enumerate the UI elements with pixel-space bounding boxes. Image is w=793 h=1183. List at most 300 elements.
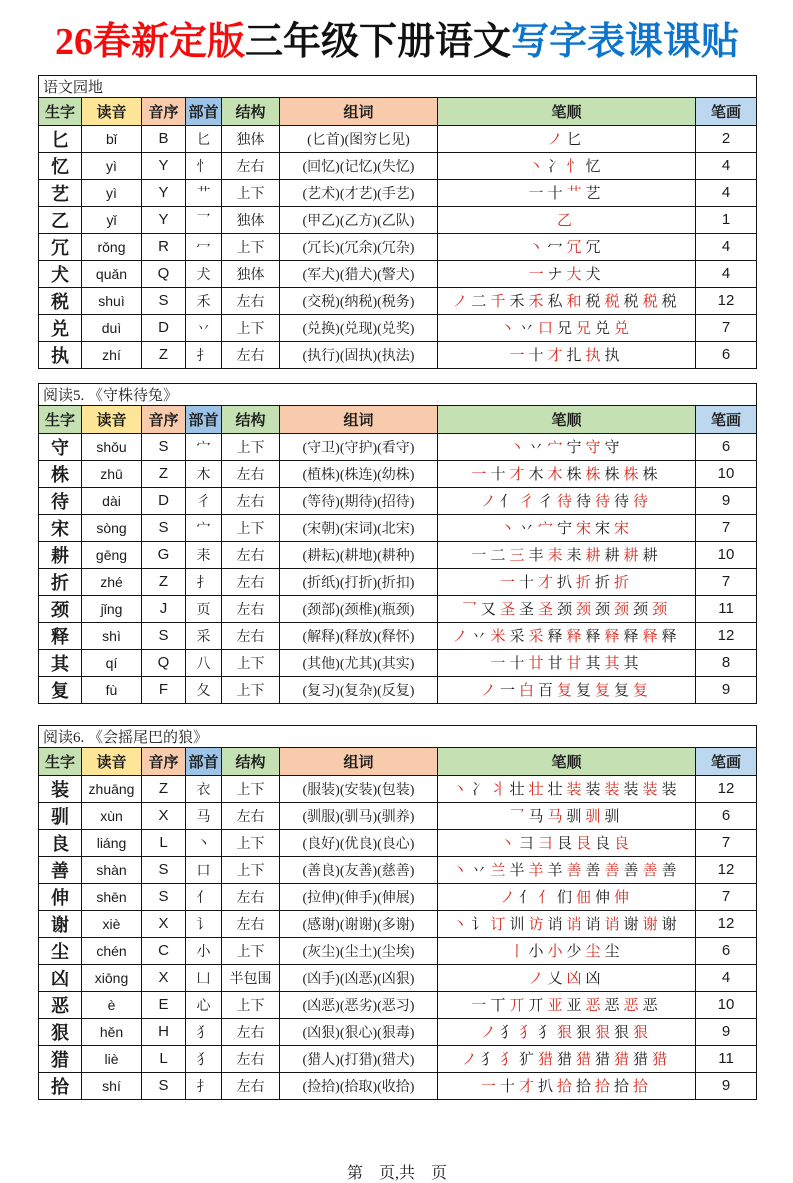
stroke-count-cell: 4: [696, 260, 757, 287]
stroke-step: 采: [528, 629, 544, 646]
stroke-step: 拾: [576, 1079, 592, 1096]
word-compounds-cell: (凶手)(凶恶)(凶狠): [280, 964, 438, 991]
pinyin-cell: shēn: [82, 883, 142, 910]
structure-cell: 独体: [222, 206, 280, 233]
radical-cell: 扌: [186, 1072, 222, 1099]
structure-cell: 上下: [222, 937, 280, 964]
new-character-cell: 装: [39, 775, 82, 802]
stroke-step: 艹: [566, 186, 582, 203]
stroke-step: 释: [604, 629, 620, 646]
stroke-step: 犬: [585, 267, 601, 284]
stroke-count-cell: 10: [696, 991, 757, 1018]
stroke-step: 扒: [556, 575, 572, 592]
stroke-count-cell: 12: [696, 287, 757, 314]
stroke-step: 拾: [556, 1079, 572, 1096]
stroke-step: 株: [566, 467, 582, 484]
stroke-step: 狠: [556, 1025, 572, 1042]
radical-cell: 衣: [186, 775, 222, 802]
stroke-count-cell: 9: [696, 1018, 757, 1045]
alphabetical-initial-cell: S: [142, 433, 186, 460]
stroke-step: 其: [585, 656, 601, 673]
stroke-step: 丷: [471, 863, 487, 880]
stroke-step: 一: [471, 998, 487, 1015]
alphabetical-initial-cell: D: [142, 487, 186, 514]
radical-cell: 页: [186, 595, 222, 622]
word-compounds-cell: (宋朝)(宋词)(北宋): [280, 514, 438, 541]
stroke-order-cell: [438, 233, 696, 260]
stroke-step: 兄: [576, 321, 592, 338]
stroke-step: 税: [642, 294, 658, 311]
column-header-7: 笔画: [696, 405, 757, 433]
alphabetical-initial-cell: Z: [142, 568, 186, 595]
column-header-1: 读音: [82, 97, 142, 125]
word-compounds-cell: (交税)(纳税)(税务): [280, 287, 438, 314]
stroke-step: 颈: [652, 602, 668, 619]
stroke-step: 善: [642, 863, 658, 880]
column-header-4: 结构: [222, 405, 280, 433]
word-compounds-cell: (折纸)(打折)(折扣): [280, 568, 438, 595]
new-character-cell: 税: [39, 287, 82, 314]
structure-cell: 左右: [222, 1045, 280, 1072]
alphabetical-initial-cell: R: [142, 233, 186, 260]
stroke-step: 猎: [652, 1052, 668, 1069]
stroke-step: 犭: [518, 1025, 534, 1042]
word-compounds-cell: (植株)(株连)(幼株): [280, 460, 438, 487]
stroke-step: 访: [528, 917, 544, 934]
pinyin-cell: hěn: [82, 1018, 142, 1045]
stroke-step: 丷: [518, 321, 534, 338]
stroke-step: 宀: [547, 440, 563, 457]
stroke-order-cell: [438, 179, 696, 206]
radical-cell: 讠: [186, 910, 222, 937]
stroke-step: 壮: [547, 782, 563, 799]
stroke-step: 冫: [471, 782, 487, 799]
radical-cell: 采: [186, 622, 222, 649]
stroke-step: 丶: [452, 917, 468, 934]
stroke-step: 耕: [642, 548, 658, 565]
stroke-step: 丨: [509, 944, 525, 961]
pinyin-cell: xiōng: [82, 964, 142, 991]
structure-cell: 上下: [222, 314, 280, 341]
column-header-1: 读音: [82, 405, 142, 433]
stroke-order-cell: [438, 595, 696, 622]
stroke-step: 壮: [528, 782, 544, 799]
stroke-step: 丶: [452, 782, 468, 799]
stroke-step: 亻: [518, 890, 534, 907]
structure-cell: 半包围: [222, 964, 280, 991]
section-title: 阅读5. 《守株待兔》: [39, 383, 757, 405]
pinyin-cell: shì: [82, 622, 142, 649]
word-compounds-cell: (拉伸)(伸手)(伸展): [280, 883, 438, 910]
stroke-step: 善: [661, 863, 677, 880]
stroke-step: ノ: [528, 971, 544, 988]
stroke-step: 一: [528, 186, 544, 203]
stroke-step: 马: [547, 809, 563, 826]
new-character-cell: 谢: [39, 910, 82, 937]
alphabetical-initial-cell: S: [142, 287, 186, 314]
pinyin-cell: è: [82, 991, 142, 1018]
column-header-3: 部首: [186, 405, 222, 433]
stroke-step: 十: [490, 467, 506, 484]
stroke-step: 丷: [471, 629, 487, 646]
stroke-step: 猎: [633, 1052, 649, 1069]
stroke-order-cell: [438, 964, 696, 991]
stroke-step: 丌: [528, 998, 544, 1015]
table-row: [39, 568, 757, 595]
stroke-step: 猎: [556, 1052, 572, 1069]
radical-cell: 丶: [186, 829, 222, 856]
word-compounds-cell: (兑换)(兑现)(兑奖): [280, 314, 438, 341]
table-row: [39, 433, 757, 460]
table-row: [39, 233, 757, 260]
stroke-step: 冫: [547, 159, 563, 176]
stroke-step: 丷: [528, 440, 544, 457]
word-compounds-cell: (解释)(释放)(释怀): [280, 622, 438, 649]
stroke-count-cell: 12: [696, 856, 757, 883]
stroke-count-cell: 10: [696, 541, 757, 568]
new-character-cell: 尘: [39, 937, 82, 964]
stroke-step: 装: [566, 782, 582, 799]
column-header-5: 组词: [280, 747, 438, 775]
title-part-2: 写字表课课贴: [511, 21, 740, 63]
new-character-cell: 艺: [39, 179, 82, 206]
stroke-step: 米: [490, 629, 506, 646]
table-row: [39, 206, 757, 233]
stroke-step: 复: [633, 683, 649, 700]
stroke-step: 税: [661, 294, 677, 311]
stroke-step: 执: [585, 348, 601, 365]
table-row: [39, 991, 757, 1018]
radical-cell: 八: [186, 649, 222, 676]
new-character-cell: 冗: [39, 233, 82, 260]
stroke-step: 丰: [528, 548, 544, 565]
table-row: [39, 1018, 757, 1045]
new-character-cell: 狠: [39, 1018, 82, 1045]
alphabetical-initial-cell: S: [142, 622, 186, 649]
stroke-step: 私: [547, 294, 563, 311]
stroke-step: 伸: [614, 890, 630, 907]
stroke-step: 十: [509, 656, 525, 673]
stroke-step: 装: [642, 782, 658, 799]
stroke-step: 颈: [614, 602, 630, 619]
stroke-step: 狠: [633, 1025, 649, 1042]
stroke-step: 凶: [585, 971, 601, 988]
stroke-step: 彐: [537, 836, 553, 853]
word-compounds-cell: (甲乙)(乙方)(乙队): [280, 206, 438, 233]
stroke-step: 释: [547, 629, 563, 646]
table-row: [39, 260, 757, 287]
stroke-order-cell: [438, 260, 696, 287]
pinyin-cell: duì: [82, 314, 142, 341]
stroke-step: ナ: [547, 267, 563, 284]
table-row: [39, 649, 757, 676]
radical-cell: 扌: [186, 341, 222, 368]
pinyin-cell: quǎn: [82, 260, 142, 287]
stroke-step: 半: [509, 863, 525, 880]
stroke-step: 善: [566, 863, 582, 880]
word-compounds-cell: (感谢)(谢谢)(多谢): [280, 910, 438, 937]
word-compounds-cell: (回忆)(记忆)(失忆): [280, 152, 438, 179]
stroke-step: 装: [623, 782, 639, 799]
stroke-step: 兑: [614, 321, 630, 338]
stroke-step: 圣: [537, 602, 553, 619]
stroke-step: 丌: [509, 998, 525, 1015]
table-row: [39, 676, 757, 703]
stroke-count-cell: 11: [696, 595, 757, 622]
stroke-step: 待: [576, 494, 592, 511]
table-row: [39, 910, 757, 937]
stroke-count-cell: 6: [696, 341, 757, 368]
stroke-count-cell: 9: [696, 676, 757, 703]
stroke-step: 恶: [604, 998, 620, 1015]
stroke-step: 耒: [547, 548, 563, 565]
pinyin-cell: liè: [82, 1045, 142, 1072]
stroke-step: 丬: [490, 782, 506, 799]
stroke-step: 一: [490, 656, 506, 673]
new-character-cell: 拾: [39, 1072, 82, 1099]
pinyin-cell: shí: [82, 1072, 142, 1099]
stroke-step: 千: [490, 294, 506, 311]
stroke-count-cell: 9: [696, 487, 757, 514]
column-header-2: 音序: [142, 97, 186, 125]
stroke-order-cell: [438, 802, 696, 829]
radical-cell: 禾: [186, 287, 222, 314]
stroke-step: 税: [623, 294, 639, 311]
column-header-6: 笔顺: [438, 97, 696, 125]
column-header-0: 生字: [39, 405, 82, 433]
radical-cell: 心: [186, 991, 222, 1018]
stroke-step: ノ: [499, 890, 515, 907]
column-header-4: 结构: [222, 97, 280, 125]
stroke-step: 善: [585, 863, 601, 880]
new-character-cell: 待: [39, 487, 82, 514]
stroke-step: 白: [518, 683, 534, 700]
word-compounds-cell: (驯服)(驯马)(驯养): [280, 802, 438, 829]
new-character-cell: 株: [39, 460, 82, 487]
stroke-step: 禾: [528, 294, 544, 311]
stroke-step: 善: [604, 863, 620, 880]
new-character-cell: 良: [39, 829, 82, 856]
stroke-step: 十: [499, 1079, 515, 1096]
stroke-step: 丶: [452, 863, 468, 880]
stroke-count-cell: 4: [696, 179, 757, 206]
table-row: [39, 622, 757, 649]
table-row: [39, 856, 757, 883]
stroke-step: 丶: [499, 521, 515, 538]
radical-cell: 乛: [186, 206, 222, 233]
alphabetical-initial-cell: S: [142, 514, 186, 541]
stroke-step: 颈: [633, 602, 649, 619]
stroke-step: 猎: [595, 1052, 611, 1069]
structure-cell: 左右: [222, 568, 280, 595]
alphabetical-initial-cell: X: [142, 964, 186, 991]
column-header-1: 读音: [82, 747, 142, 775]
stroke-step: 采: [509, 629, 525, 646]
word-compounds-cell: (耕耘)(耕地)(耕种): [280, 541, 438, 568]
stroke-step: 一: [528, 267, 544, 284]
stroke-step: 释: [623, 629, 639, 646]
stroke-step: 恶: [642, 998, 658, 1015]
pinyin-cell: gēng: [82, 541, 142, 568]
stroke-step: 宀: [537, 521, 553, 538]
stroke-step: 讠: [471, 917, 487, 934]
pinyin-cell: dài: [82, 487, 142, 514]
radical-cell: 忄: [186, 152, 222, 179]
alphabetical-initial-cell: C: [142, 937, 186, 964]
word-compounds-cell: (捡拾)(拾取)(收拾): [280, 1072, 438, 1099]
structure-cell: 左右: [222, 595, 280, 622]
stroke-order-cell: [438, 568, 696, 595]
alphabetical-initial-cell: Z: [142, 341, 186, 368]
stroke-step: 二: [471, 294, 487, 311]
column-header-3: 部首: [186, 747, 222, 775]
stroke-step: 犷: [518, 1052, 534, 1069]
column-header-2: 音序: [142, 747, 186, 775]
stroke-order-cell: [438, 487, 696, 514]
new-character-cell: 凶: [39, 964, 82, 991]
column-header-6: 笔顺: [438, 747, 696, 775]
column-header-7: 笔画: [696, 97, 757, 125]
stroke-order-cell: [438, 125, 696, 152]
stroke-step: 亚: [547, 998, 563, 1015]
stroke-count-cell: 4: [696, 233, 757, 260]
stroke-step: 丅: [490, 998, 506, 1015]
stroke-step: 丷: [518, 521, 534, 538]
radical-cell: 夂: [186, 676, 222, 703]
pinyin-cell: jǐng: [82, 595, 142, 622]
stroke-step: 驯: [585, 809, 601, 826]
table-row: [39, 775, 757, 802]
new-character-cell: 兑: [39, 314, 82, 341]
stroke-step: 百: [537, 683, 553, 700]
stroke-order-cell: [438, 433, 696, 460]
stroke-step: 十: [528, 348, 544, 365]
stroke-step: 狠: [614, 1025, 630, 1042]
stroke-step: 耕: [604, 548, 620, 565]
stroke-step: 驯: [604, 809, 620, 826]
structure-cell: 上下: [222, 233, 280, 260]
pinyin-cell: zhí: [82, 341, 142, 368]
new-character-cell: 耕: [39, 541, 82, 568]
column-header-0: 生字: [39, 97, 82, 125]
stroke-step: 犭: [499, 1052, 515, 1069]
stroke-step: 禾: [509, 294, 525, 311]
stroke-order-cell: [438, 829, 696, 856]
stroke-step: 忆: [585, 159, 601, 176]
stroke-step: ノ: [452, 294, 468, 311]
word-compounds-cell: (执行)(固执)(执法): [280, 341, 438, 368]
structure-cell: 上下: [222, 829, 280, 856]
stroke-step: 圣: [499, 602, 515, 619]
word-compounds-cell: (冗长)(冗余)(冗杂): [280, 233, 438, 260]
worksheet-table-0: [38, 75, 757, 369]
stroke-step: 宋: [595, 521, 611, 538]
table-row: [39, 152, 757, 179]
table-row: [39, 314, 757, 341]
stroke-step: ノ: [452, 629, 468, 646]
stroke-step: 诮: [547, 917, 563, 934]
pinyin-cell: yì: [82, 179, 142, 206]
stroke-step: 善: [623, 863, 639, 880]
structure-cell: 独体: [222, 125, 280, 152]
stroke-step: 丶: [528, 240, 544, 257]
table-row: [39, 341, 757, 368]
pinyin-cell: yì: [82, 152, 142, 179]
worksheet-table-2: [38, 725, 757, 1100]
stroke-step: 犭: [537, 1025, 553, 1042]
alphabetical-initial-cell: G: [142, 541, 186, 568]
alphabetical-initial-cell: H: [142, 1018, 186, 1045]
stroke-step: 税: [585, 294, 601, 311]
alphabetical-initial-cell: S: [142, 1072, 186, 1099]
table-row: [39, 179, 757, 206]
pinyin-cell: zhé: [82, 568, 142, 595]
structure-cell: 左右: [222, 287, 280, 314]
stroke-step: 狠: [576, 1025, 592, 1042]
stroke-order-cell: [438, 937, 696, 964]
word-compounds-cell: (颈部)(颈椎)(瓶颈): [280, 595, 438, 622]
stroke-step: 待: [595, 494, 611, 511]
stroke-step: 乙: [556, 213, 572, 230]
radical-cell: 亻: [186, 883, 222, 910]
alphabetical-initial-cell: Q: [142, 649, 186, 676]
new-character-cell: 乙: [39, 206, 82, 233]
stroke-step: 宋: [614, 521, 630, 538]
table-row: [39, 460, 757, 487]
stroke-step: 匕: [566, 132, 582, 149]
stroke-step: 三: [509, 548, 525, 565]
stroke-step: 执: [604, 348, 620, 365]
new-character-cell: 猎: [39, 1045, 82, 1072]
stroke-step: 冗: [566, 240, 582, 257]
stroke-count-cell: 12: [696, 775, 757, 802]
alphabetical-initial-cell: Z: [142, 775, 186, 802]
section-title: 阅读6. 《会摇尾巴的狼》: [39, 725, 757, 747]
stroke-step: 丶: [499, 321, 515, 338]
stroke-step: 冖: [547, 240, 563, 257]
stroke-step: 兄: [556, 321, 572, 338]
stroke-step: 释: [585, 629, 601, 646]
stroke-order-cell: [438, 775, 696, 802]
alphabetical-initial-cell: Y: [142, 206, 186, 233]
stroke-step: 甘: [547, 656, 563, 673]
pinyin-cell: fù: [82, 676, 142, 703]
stroke-step: ノ: [480, 683, 496, 700]
stroke-step: 佃: [576, 890, 592, 907]
stroke-step: 驯: [566, 809, 582, 826]
table-row: [39, 287, 757, 314]
table-row: [39, 487, 757, 514]
word-compounds-cell: (灰尘)(尘土)(尘埃): [280, 937, 438, 964]
stroke-step: 诮: [566, 917, 582, 934]
pinyin-cell: rǒng: [82, 233, 142, 260]
table-row: [39, 802, 757, 829]
stroke-step: 待: [633, 494, 649, 511]
stroke-count-cell: 9: [696, 1072, 757, 1099]
stroke-step: 一: [499, 575, 515, 592]
stroke-step: 彳: [537, 494, 553, 511]
stroke-step: 小: [528, 944, 544, 961]
word-compounds-cell: (军犬)(猎犬)(警犬): [280, 260, 438, 287]
stroke-step: 凶: [566, 971, 582, 988]
radical-cell: 木: [186, 460, 222, 487]
alphabetical-initial-cell: S: [142, 883, 186, 910]
alphabetical-initial-cell: X: [142, 910, 186, 937]
stroke-step: 才: [547, 348, 563, 365]
stroke-step: 少: [566, 944, 582, 961]
new-character-cell: 犬: [39, 260, 82, 287]
stroke-step: 释: [642, 629, 658, 646]
